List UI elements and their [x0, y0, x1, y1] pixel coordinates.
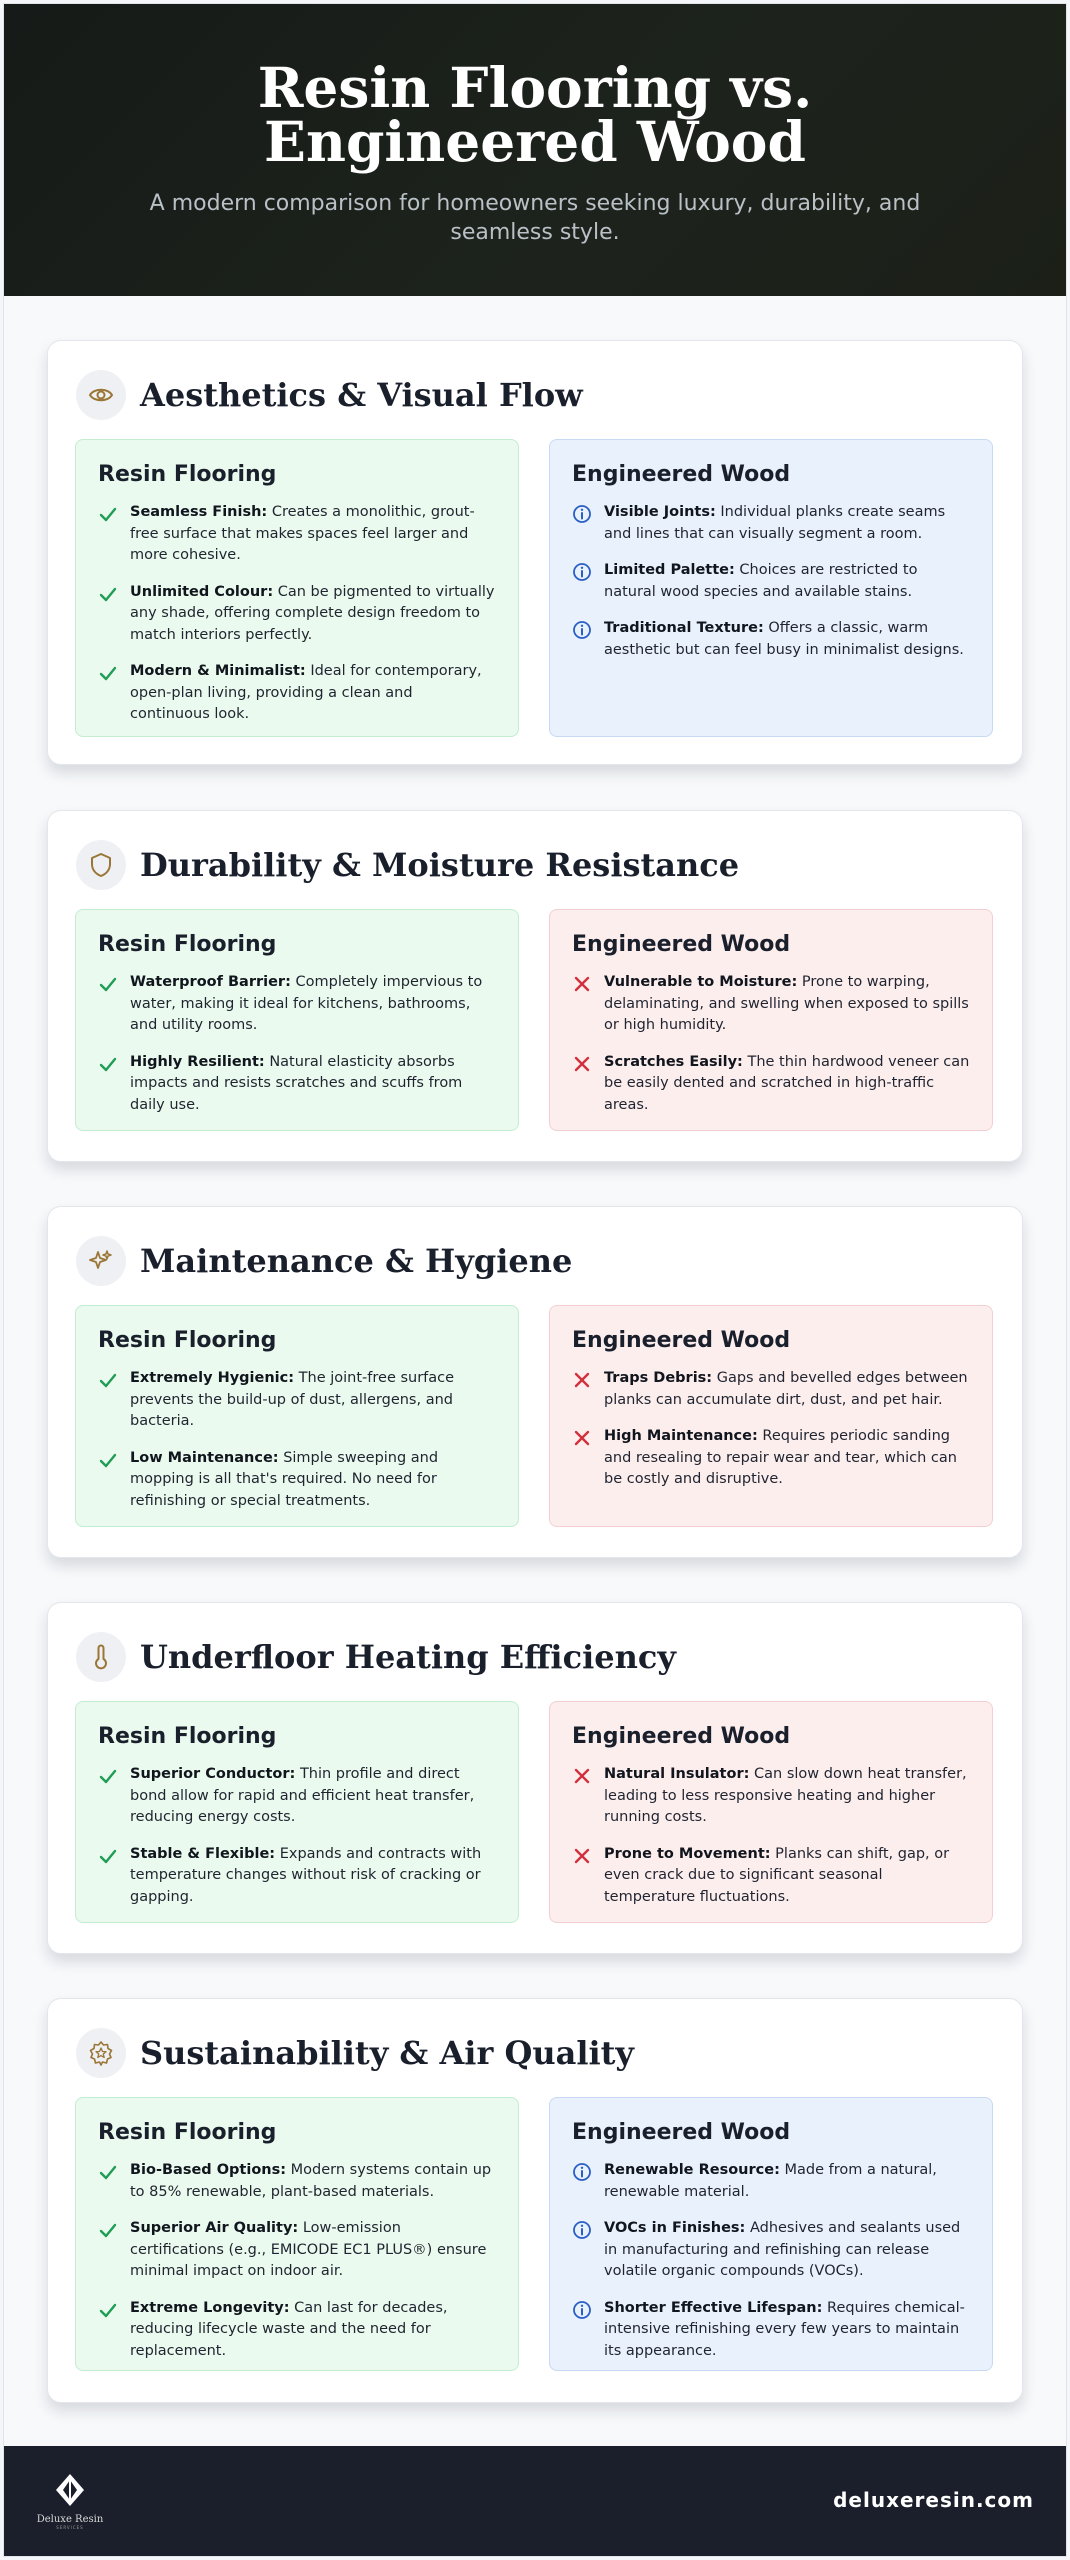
item-description: Individual planks create seams and lines that can visually segment a room.: [604, 504, 946, 542]
item-label: Traditional Texture:: [604, 620, 764, 636]
cross-icon: [572, 1054, 594, 1078]
resin-column: [75, 909, 519, 1131]
item-label: Visible Joints:: [604, 504, 716, 520]
list-item: [98, 972, 496, 1037]
list-item: [98, 1052, 496, 1117]
check-icon: [98, 504, 120, 528]
item-description: Completely impervious to water, making it ideal for kitchens, bathrooms, and utility rooms.: [130, 974, 483, 1033]
list-item: [98, 661, 496, 726]
item-description: Choices are restricted to natural wood species and available stains.: [604, 562, 918, 600]
item-text: [130, 502, 496, 567]
check-icon: [98, 2220, 120, 2244]
item-text: [130, 2218, 496, 2283]
item-text: [604, 2160, 970, 2203]
list-item: [98, 1764, 496, 1829]
card-header: [76, 1235, 572, 1287]
website-link[interactable]: deluxeresin.com: [833, 2488, 1034, 2512]
item-label: VOCs in Finishes:: [604, 2220, 746, 2236]
item-label: Superior Conductor:: [130, 1766, 296, 1782]
item-label: Limited Palette:: [604, 562, 735, 578]
item-text: [130, 661, 496, 726]
section-title: Sustainability & Air Quality: [140, 2034, 634, 2072]
column-title: Engineered Wood: [572, 462, 791, 487]
comparison-card: [47, 1602, 1023, 1954]
item-text: [604, 2298, 970, 2363]
column-title: Engineered Wood: [572, 932, 791, 957]
section-title: Durability & Moisture Resistance: [140, 846, 740, 884]
item-label: Scratches Easily:: [604, 1053, 743, 1070]
list-item: [98, 2218, 496, 2283]
item-text: [130, 1448, 496, 1513]
item-text: [604, 560, 970, 603]
item-label: Waterproof Barrier:: [130, 974, 291, 990]
item-label: Natural Insulator:: [604, 1766, 750, 1782]
list-item: [98, 1368, 496, 1433]
check-icon: [98, 663, 120, 687]
section-title: Underfloor Heating Efficiency: [140, 1638, 676, 1676]
item-label: Highly Resilient:: [130, 1053, 265, 1070]
wood-column: [549, 909, 993, 1131]
item-label: Superior Air Quality:: [130, 2220, 299, 2236]
info-icon: [572, 2220, 594, 2244]
comparison-card: [47, 1998, 1023, 2403]
wood-column: [549, 1701, 993, 1923]
check-icon: [98, 1766, 120, 1790]
resin-column: [75, 2097, 519, 2371]
info-icon: [572, 562, 594, 586]
item-text: [130, 2298, 496, 2363]
item-text: [130, 972, 496, 1037]
item-text: [130, 1368, 496, 1433]
section-title: Maintenance & Hygiene: [140, 1242, 573, 1280]
resin-column: [75, 1305, 519, 1527]
logo-name: Deluxe Resin: [36, 2514, 104, 2525]
list-item: [98, 2160, 496, 2203]
item-description: Adhesives and sealants used in manufacturing and refinishing can release volatile organic compounds (VOCs).: [604, 2220, 961, 2279]
list-item: [572, 1764, 970, 1829]
section-title: Aesthetics & Visual Flow: [140, 376, 583, 414]
wood-column: [549, 439, 993, 737]
check-icon: [98, 2300, 120, 2324]
item-label: Shorter Effective Lifespan:: [604, 2299, 823, 2316]
wood-column: [549, 2097, 993, 2371]
eye-icon: [76, 370, 126, 420]
thermometer-icon: [76, 1632, 126, 1682]
comparison-card: [47, 810, 1023, 1162]
list-item: [98, 1448, 496, 1513]
item-text: [130, 1844, 496, 1909]
item-text: [604, 1426, 970, 1491]
page-subtitle: A modern comparison for homeowners seeking luxury, durability, and seamless style.: [149, 191, 921, 245]
card-header: [76, 2027, 634, 2079]
item-text: [130, 1764, 496, 1829]
page-title: Resin Flooring vs. Engineered Wood: [257, 55, 813, 174]
list-item: [572, 1426, 970, 1491]
item-label: Vulnerable to Moisture:: [604, 974, 798, 990]
list-item: [572, 502, 970, 545]
comparison-card: [47, 1206, 1023, 1558]
resin-column: [75, 439, 519, 737]
column-title: Engineered Wood: [572, 1724, 791, 1749]
item-description: Can last for decades, reducing lifecycle waste and the need for replacement.: [130, 2299, 448, 2359]
hero-header: [4, 4, 1066, 296]
logo-diamond-icon: [50, 2472, 90, 2508]
check-icon: [98, 1450, 120, 1474]
item-description: Low-emission certifications (e.g., EMICODE EC1 PLUS®) ensure minimal impact on indoor air.: [130, 2220, 487, 2279]
item-text: [604, 2218, 970, 2283]
item-label: Unlimited Colour:: [130, 583, 274, 600]
item-text: [130, 1052, 496, 1117]
item-text: [130, 582, 496, 647]
column-title: Resin Flooring: [98, 1724, 277, 1749]
item-description: Requires chemical-intensive refinishing every few years to maintain its appearance.: [604, 2299, 965, 2359]
info-icon: [572, 2162, 594, 2186]
item-label: Low Maintenance:: [130, 1449, 279, 1466]
column-title: Resin Flooring: [98, 1328, 277, 1353]
item-description: The joint-free surface prevents the build-up of dust, allergens, and bacteria.: [130, 1370, 455, 1429]
column-title: Engineered Wood: [572, 1328, 791, 1353]
wood-column: [549, 1305, 993, 1527]
info-icon: [572, 2300, 594, 2324]
check-icon: [98, 2162, 120, 2186]
item-text: [604, 1368, 970, 1411]
sparkles-icon: [76, 1236, 126, 1286]
item-description: Simple sweeping and mopping is all that's required. No need for refinishing or special treatments.: [130, 1449, 439, 1509]
item-text: [604, 1844, 970, 1909]
footer: [4, 2446, 1066, 2556]
check-icon: [98, 1370, 120, 1394]
item-description: Prone to warping, delaminating, and swelling when exposed to spills or high humidity.: [604, 974, 969, 1033]
card-header: [76, 369, 583, 421]
check-icon: [98, 1054, 120, 1078]
item-label: Extremely Hygienic:: [130, 1370, 295, 1386]
item-text: [604, 502, 970, 545]
list-item: [572, 1844, 970, 1909]
item-description: Made from a natural, renewable material.: [604, 2162, 937, 2200]
item-label: High Maintenance:: [604, 1428, 758, 1444]
list-item: [572, 560, 970, 603]
logo-subtitle: SERVICES: [56, 2525, 84, 2530]
list-item: [572, 2298, 970, 2363]
list-item: [572, 2218, 970, 2283]
item-text: [130, 2160, 496, 2203]
item-text: [604, 1052, 970, 1117]
check-icon: [98, 974, 120, 998]
check-icon: [98, 584, 120, 608]
item-label: Renewable Resource:: [604, 2162, 780, 2178]
shield-icon: [76, 840, 126, 890]
list-item: [572, 618, 970, 661]
cross-icon: [572, 1846, 594, 1870]
item-description: Gaps and bevelled edges between planks can accumulate dirt, dust, and pet hair.: [604, 1370, 968, 1408]
item-label: Extreme Longevity:: [130, 2299, 290, 2316]
item-description: Creates a monolithic, grout-free surface that makes spaces feel larger and more cohesive.: [130, 504, 475, 563]
card-header: [76, 839, 739, 891]
item-description: Expands and contracts with temperature changes without risk of cracking or gapping.: [130, 1845, 482, 1905]
item-text: [604, 618, 970, 661]
cross-icon: [572, 1766, 594, 1790]
item-description: Can slow down heat transfer, leading to less responsive heating and higher running costs.: [604, 1766, 967, 1825]
comparison-card: [47, 340, 1023, 765]
item-description: Offers a classic, warm aesthetic but can feel busy in minimalist designs.: [604, 620, 964, 658]
item-label: Bio-Based Options:: [130, 2162, 287, 2178]
item-description: Can be pigmented to virtually any shade, offering complete design freedom to match interiors perfectly.: [130, 583, 495, 643]
list-item: [572, 1368, 970, 1411]
cross-icon: [572, 1428, 594, 1452]
list-item: [572, 972, 970, 1037]
resin-column: [75, 1701, 519, 1923]
list-item: [572, 1052, 970, 1117]
logo[interactable]: [32, 2472, 108, 2534]
item-text: [604, 972, 970, 1037]
check-icon: [98, 1846, 120, 1870]
list-item: [98, 1844, 496, 1909]
item-description: The thin hardwood veneer can be easily dented and scratched in high-traffic areas.: [604, 1053, 970, 1113]
info-icon: [572, 504, 594, 528]
item-description: Natural elasticity absorbs impacts and resists scratches and scuffs from daily use.: [130, 1053, 463, 1113]
item-description: Thin profile and direct bond allow for rapid and efficient heat transfer, reducing energy costs.: [130, 1766, 475, 1825]
column-title: Engineered Wood: [572, 2120, 791, 2145]
item-description: Planks can shift, gap, or even crack due to significant seasonal temperature fluctuations.: [604, 1845, 950, 1905]
column-title: Resin Flooring: [98, 932, 277, 957]
item-description: Requires periodic sanding and resealing to repair wear and tear, which can be costly and disruptive.: [604, 1428, 957, 1487]
item-label: Seamless Finish:: [130, 504, 268, 520]
column-title: Resin Flooring: [98, 462, 277, 487]
cross-icon: [572, 974, 594, 998]
column-title: Resin Flooring: [98, 2120, 277, 2145]
item-text: [604, 1764, 970, 1829]
cross-icon: [572, 1370, 594, 1394]
info-icon: [572, 620, 594, 644]
item-label: Stable & Flexible:: [130, 1845, 276, 1862]
list-item: [98, 582, 496, 647]
item-description: Modern systems contain up to 85% renewable, plant-based materials.: [130, 2162, 492, 2200]
item-label: Traps Debris:: [604, 1370, 713, 1386]
item-label: Prone to Movement:: [604, 1845, 771, 1862]
list-item: [98, 2298, 496, 2363]
star-badge-icon: [76, 2028, 126, 2078]
list-item: [98, 502, 496, 567]
list-item: [572, 2160, 970, 2203]
item-description: Ideal for contemporary, open-plan living, providing a clean and continuous look.: [130, 663, 482, 722]
card-header: [76, 1631, 676, 1683]
item-label: Modern & Minimalist:: [130, 663, 306, 679]
